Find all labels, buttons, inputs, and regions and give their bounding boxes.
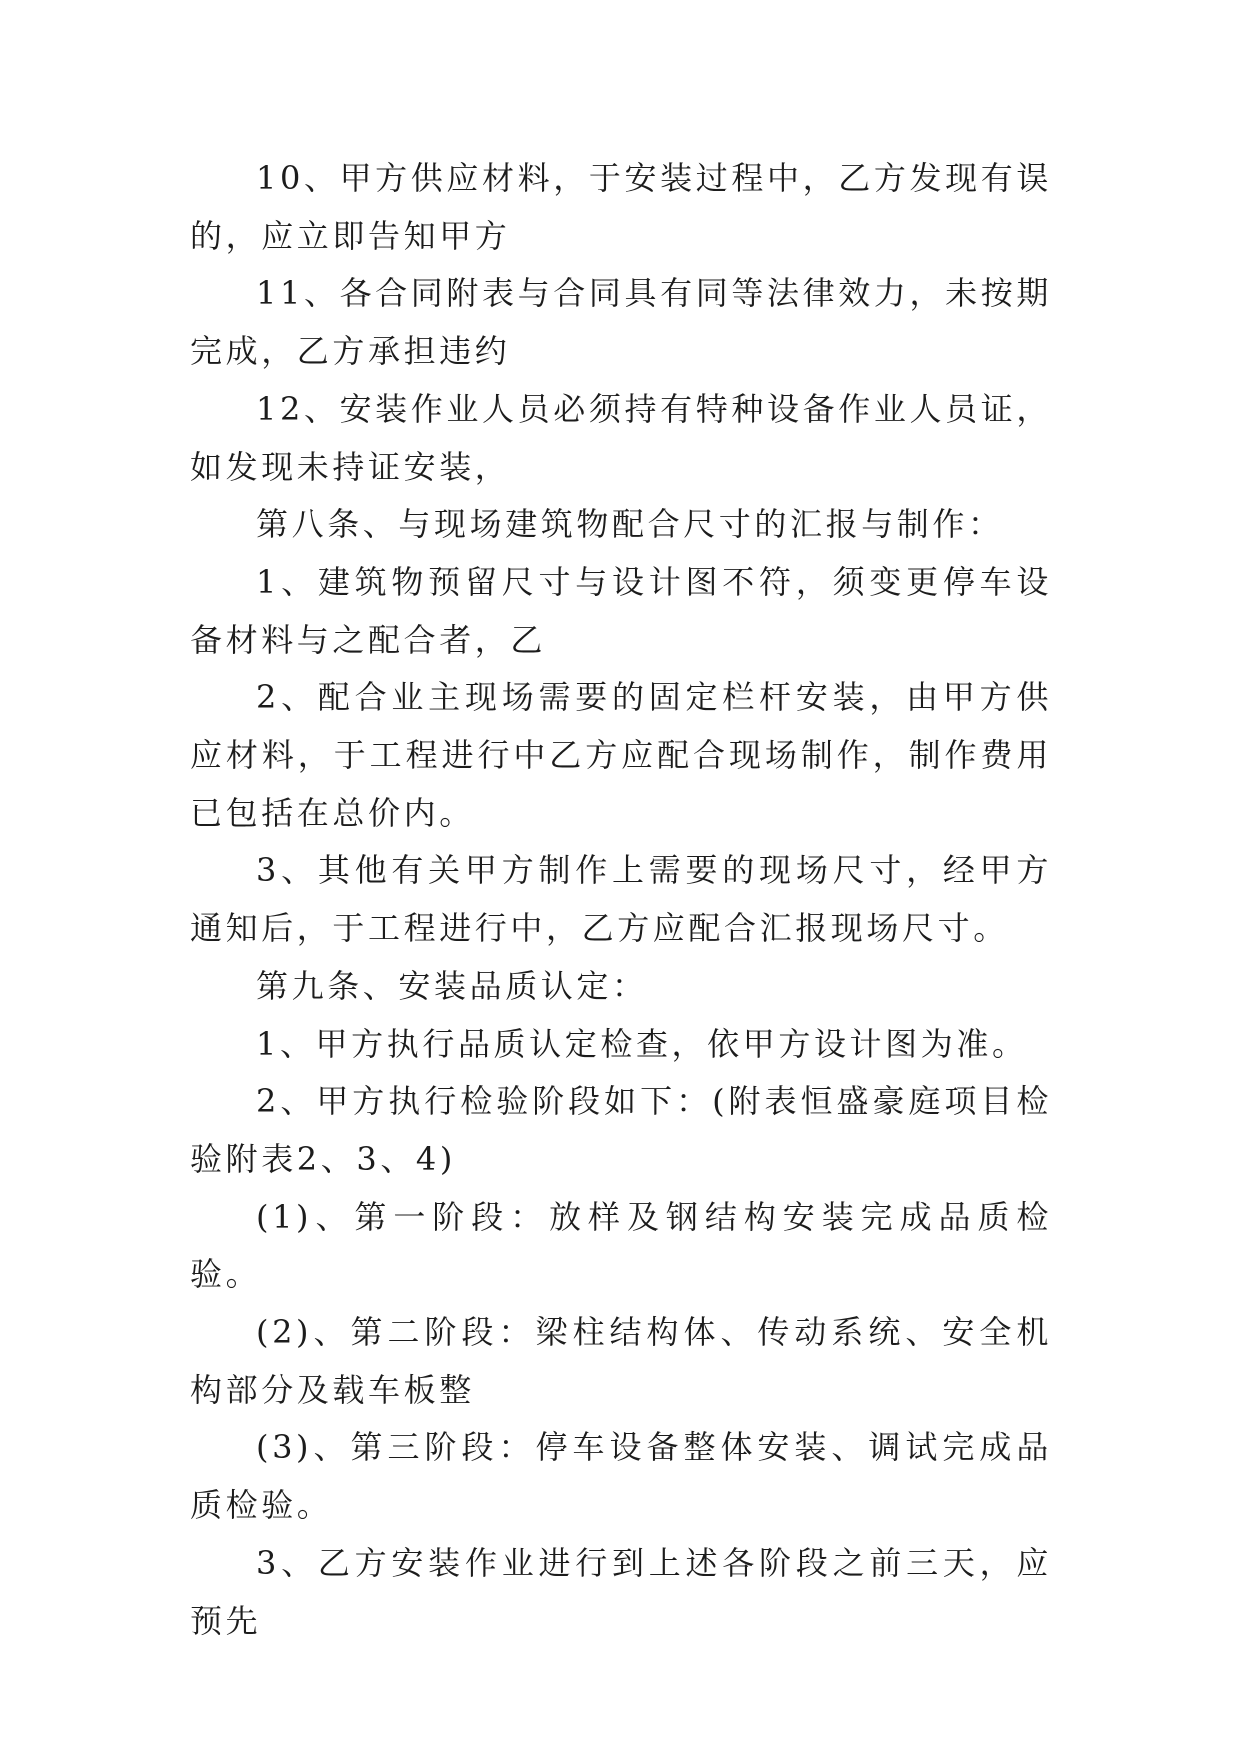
- paragraph-article-9-item-3: 3、乙方安装作业进行到上述各阶段之前三天，应预先: [190, 1543, 1052, 1640]
- article-9-heading: 第九条、安装品质认定：: [256, 966, 648, 1005]
- paragraph-article-8-item-3: 3、其他有关甲方制作上需要的现场尺寸，经甲方通知后，于工程进行中，乙方应配合汇报现场尺寸。: [190, 851, 1052, 948]
- paragraph-clause-12: 12、安装作业人员必须持有特种设备作业人员证，如发现未持证安装，: [190, 389, 1052, 486]
- article-8-heading: 第八条、与现场建筑物配合尺寸的汇报与制作：: [256, 505, 1004, 544]
- paragraph-clause-10: 10、甲方供应材料，于安装过程中，乙方发现有误的，应立即告知甲方: [190, 159, 1052, 255]
- paragraph-stage-3: (3)、第三阶段：停车设备整体安装、调试完成品质检验。: [190, 1428, 1052, 1525]
- document-body: [190, 150, 1052, 1650]
- paragraph-stage-2: (2)、第二阶段：梁柱结构体、传动系统、安全机构部分及载车板整: [190, 1313, 1052, 1409]
- paragraph-article-8-item-2: 2、配合业主现场需要的固定栏杆安装，由甲方供应材料，于工程进行中乙方应配合现场制作，制作费用已包括在总价内。: [190, 678, 1052, 832]
- paragraph-article-9-item-2: 2、甲方执行检验阶段如下：(附表恒盛豪庭项目检验附表2、3、4): [190, 1082, 1052, 1178]
- paragraph-stage-1: (1)、第一阶段：放样及钢结构安装完成品质检验。: [190, 1197, 1052, 1294]
- paragraph-article-9-item-1: 1、甲方执行品质认定检查，依甲方设计图为准。: [256, 1024, 1028, 1063]
- paragraph-clause-11: 11、各合同附表与合同具有同等法律效力，未按期完成，乙方承担违约: [190, 274, 1052, 371]
- paragraph-article-8-item-1: 1、建筑物预留尺寸与设计图不符，须变更停车设备材料与之配合者，乙: [190, 562, 1052, 659]
